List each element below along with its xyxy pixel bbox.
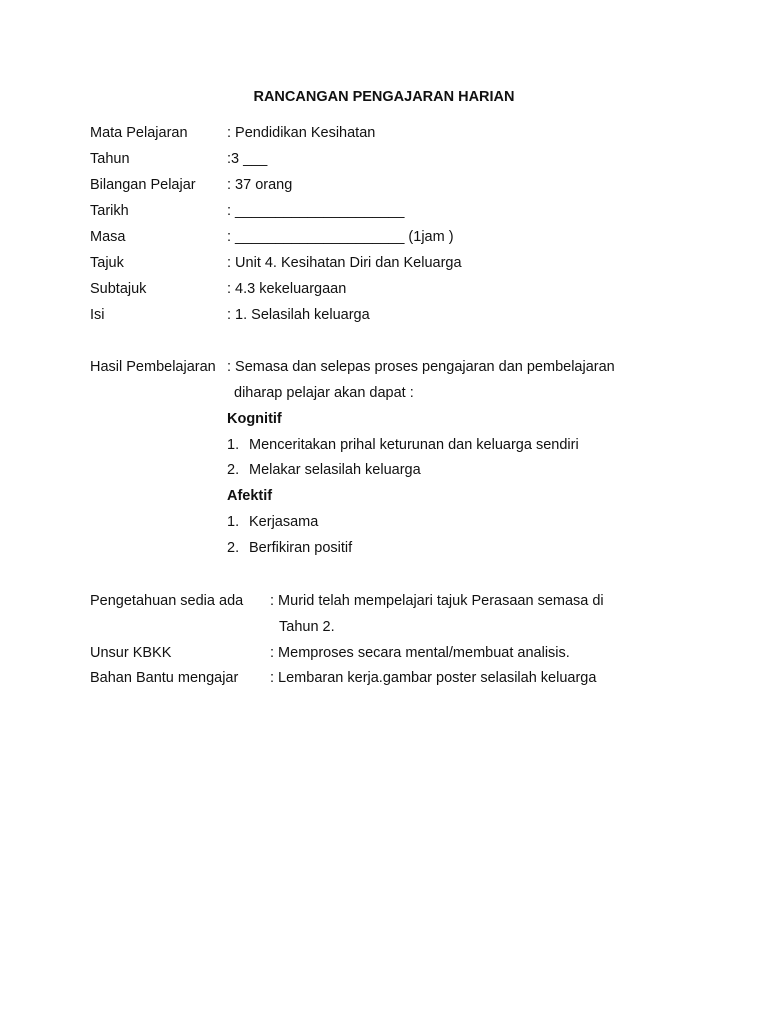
field-label: Bilangan Pelajar	[90, 177, 196, 193]
field-value: : 4.3 kekeluargaan	[227, 281, 347, 297]
list-item	[227, 512, 318, 532]
field-value: : _____________________ (1jam )	[227, 229, 454, 245]
hasil-label: Hasil Pembelajaran	[90, 359, 216, 375]
hasil-line-1: : Semasa dan selepas proses pengajaran dan pembelajaran	[227, 359, 615, 375]
list-text: Kerjasama	[249, 514, 319, 530]
field-value: : Pendidikan Kesihatan	[227, 125, 376, 141]
field-label: Pengetahuan sedia ada	[90, 593, 244, 609]
list-text: Melakar selasilah keluarga	[249, 462, 421, 478]
list-item	[227, 435, 579, 455]
field-value: :3 ___	[227, 151, 268, 167]
field-value: : Murid telah mempelajari tajuk Perasaan semasa di	[270, 593, 604, 609]
field-value-continued: Tahun 2.	[279, 619, 335, 635]
field-label: Mata Pelajaran	[90, 125, 188, 141]
list-text: Menceritakan prihal keturunan dan keluarga sendiri	[249, 437, 579, 453]
list-item	[227, 460, 421, 480]
list-number: 2.	[227, 540, 240, 556]
list-number: 1.	[227, 514, 240, 530]
list-text: Berfikiran positif	[249, 540, 353, 556]
kognitif-heading: Kognitif	[227, 411, 282, 427]
field-value: : 37 orang	[227, 177, 293, 193]
field-label: Tahun	[90, 151, 130, 167]
afektif-heading: Afektif	[227, 488, 273, 504]
list-number: 1.	[227, 437, 240, 453]
field-label: Unsur KBKK	[90, 645, 172, 661]
list-number: 2.	[227, 462, 240, 478]
field-label: Masa	[90, 229, 126, 245]
field-label: Tajuk	[90, 255, 124, 271]
field-label: Tarikh	[90, 203, 129, 219]
field-value: : Lembaran kerja.gambar poster selasilah keluarga	[270, 670, 597, 686]
field-label: Isi	[90, 307, 105, 323]
hasil-line-2: diharap pelajar akan dapat :	[234, 385, 414, 401]
list-item	[227, 538, 352, 558]
field-value: : 1. Selasilah keluarga	[227, 307, 370, 323]
field-label: Bahan Bantu mengajar	[90, 670, 239, 686]
field-value: : _____________________	[227, 203, 405, 219]
field-value: : Memproses secara mental/membuat analisis.	[270, 645, 570, 661]
field-value: : Unit 4. Kesihatan Diri dan Keluarga	[227, 255, 462, 271]
field-label: Subtajuk	[90, 281, 147, 297]
document-title: RANCANGAN PENGAJARAN HARIAN	[253, 89, 515, 105]
